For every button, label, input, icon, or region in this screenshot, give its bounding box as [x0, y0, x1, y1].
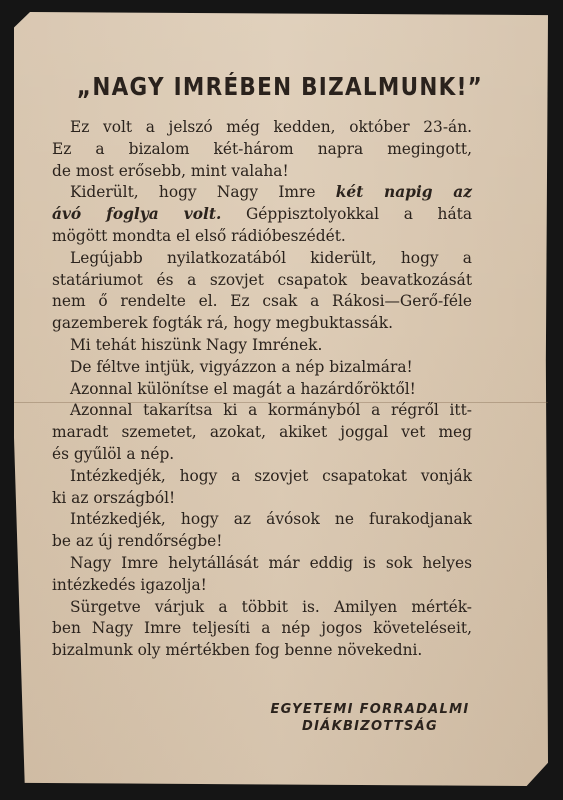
- body-line: Intézkedjék, hogy az ávósok ne furakodjanak: [70, 510, 472, 529]
- body-line: Azonnal különítse el magát a hazárdőröktől!: [70, 379, 416, 398]
- body-line: Legújabb nyilatkozatából kiderült, hogy a: [70, 248, 472, 267]
- body-line: intézkedés igazolja!: [52, 575, 207, 594]
- leaflet-title: „NAGY IMRÉBEN BIZALMUNK!”: [76, 72, 484, 101]
- body-line: be az új rendőrségbe!: [52, 532, 223, 551]
- body-line: ki az országból!: [52, 488, 176, 507]
- body-line: Nagy Imre helytállását már eddig is sok helyes: [70, 553, 472, 572]
- body-line: és gyűlöl a nép.: [52, 444, 175, 463]
- body-line: de most erősebb, mint valaha!: [52, 161, 289, 180]
- emphasized-text: ávó foglya volt.: [52, 205, 222, 224]
- signature-line-2: DIÁKBIZOTTSÁG: [301, 719, 438, 734]
- body-line: Azonnal takarítsa ki a kormányból a régről itt-: [70, 401, 472, 420]
- leaflet-body: [52, 117, 472, 662]
- body-line: Ez volt a jelszó még kedden, október 23-án.: [70, 118, 472, 136]
- emphasized-text: két napig az: [335, 183, 472, 202]
- body-line: ben Nagy Imre teljesíti a nép jogos követeléseit,: [52, 619, 472, 638]
- body-line: Mi tehát hiszünk Nagy Imrének.: [70, 335, 323, 354]
- body-line: nem ő rendelte el. Ez csak a Rákosi—Gerő-féle: [52, 292, 472, 311]
- body-line: [52, 204, 472, 226]
- body-line: mögött mondta el első rádióbeszédét.: [52, 226, 346, 245]
- body-line: gazemberek fogták rá, hogy megbuktassák.: [52, 314, 394, 333]
- body-line-text: Géppisztolyokkal a háta: [221, 205, 472, 224]
- body-line: Sürgetve várjuk a többit is. Amilyen mérték-: [70, 597, 472, 616]
- body-line: Ez a bizalom két-három napra megingott,: [52, 139, 472, 158]
- body-line: Intézkedjék, hogy a szovjet csapatokat vonják: [70, 466, 472, 485]
- body-line: maradt szemetet, azokat, akiket joggal vet meg: [52, 423, 472, 442]
- body-line: bizalmunk oly mértékben fog benne növekedni.: [52, 641, 423, 660]
- body-line: De féltve intjük, vigyázzon a nép bizalmára!: [70, 357, 413, 376]
- body-line-text: Kiderült, hogy Nagy Imre: [70, 183, 336, 202]
- body-line: [52, 182, 472, 204]
- signature-line-1: EGYETEMI FORRADALMI: [270, 702, 470, 717]
- body-line: statáriumot és a szovjet csapatok beavatkozását: [52, 270, 472, 289]
